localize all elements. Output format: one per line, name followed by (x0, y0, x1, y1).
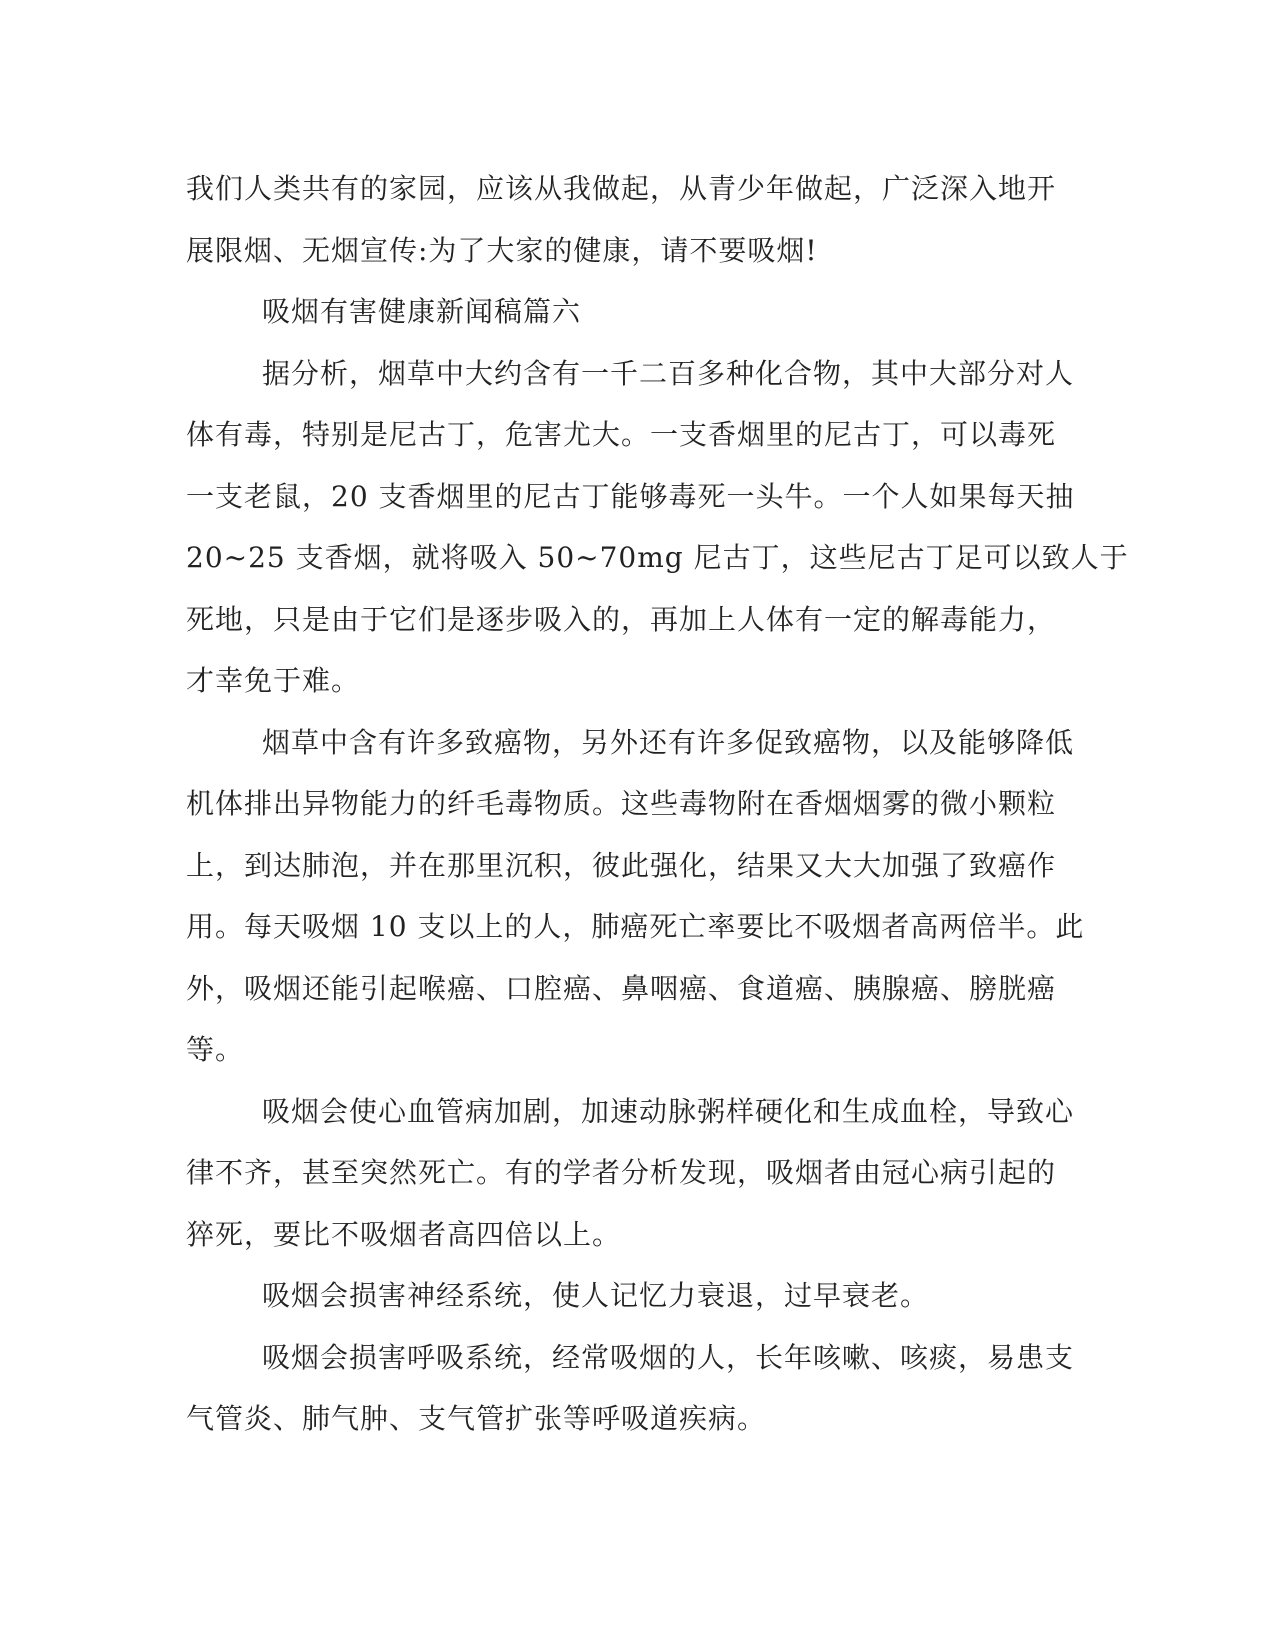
text-line: 等。 (186, 1033, 245, 1066)
text-line: 机体排出异物能力的纤毛毒物质。这些毒物附在香烟烟雾的微小颗粒 (186, 787, 1057, 820)
text-line: 吸烟会使心血管病加剧，加速动脉粥样硬化和生成血栓，导致心 (262, 1094, 1075, 1128)
text-line: 一支老鼠，20 支香烟里的尼古丁能够毒死一头牛。一个人如果每天抽 (186, 479, 1075, 513)
text-line: 猝死，要比不吸烟者高四倍以上。 (186, 1217, 622, 1251)
text-line: 上，到达肺泡，并在那里沉积，彼此强化，结果又大大加强了致癌作 (186, 848, 1057, 882)
text-line: 律不齐，甚至突然死亡。有的学者分析发现，吸烟者由冠心病引起的 (186, 1156, 1057, 1189)
text-line: 吸烟会损害神经系统，使人记忆力衰退，过早衰老。 (262, 1279, 930, 1312)
document-body (186, 158, 1129, 1450)
text-line: 吸烟会损害呼吸系统，经常吸烟的人，长年咳嗽、咳痰，易患支 (262, 1340, 1075, 1374)
text-line: 外，吸烟还能引起喉癌、口腔癌、鼻咽癌、食道癌、胰腺癌、膀胱癌 (186, 971, 1057, 1005)
text-line: 我们人类共有的家园，应该从我做起，从青少年做起，广泛深入地开 (186, 172, 1057, 205)
text-line: 据分析，烟草中大约含有一千二百多种化合物，其中大部分对人 (262, 356, 1075, 390)
text-line: 烟草中含有许多致癌物，另外还有许多促致癌物，以及能够降低 (262, 725, 1075, 759)
text-line: 死地，只是由于它们是逐步吸入的，再加上人体有一定的解毒能力， (186, 602, 1057, 636)
text-line: 气管炎、肺气肿、支气管扩张等呼吸道疾病。 (186, 1402, 767, 1435)
section-heading: 吸烟有害健康新闻稿篇六 (262, 295, 582, 328)
text-line: 展限烟、无烟宣传:为了大家的健康，请不要吸烟! (186, 233, 818, 267)
text-line: 用。每天吸烟 10 支以上的人，肺癌死亡率要比不吸烟者高两倍半。此 (186, 910, 1085, 943)
text-line: 体有毒，特别是尼古丁，危害尤大。一支香烟里的尼古丁，可以毒死 (186, 418, 1057, 451)
text-line: 才幸免于难。 (186, 664, 361, 697)
text-line: 20~25 支香烟，就将吸入 50~70mg 尼古丁，这些尼古丁足可以致人于 (186, 541, 1129, 574)
